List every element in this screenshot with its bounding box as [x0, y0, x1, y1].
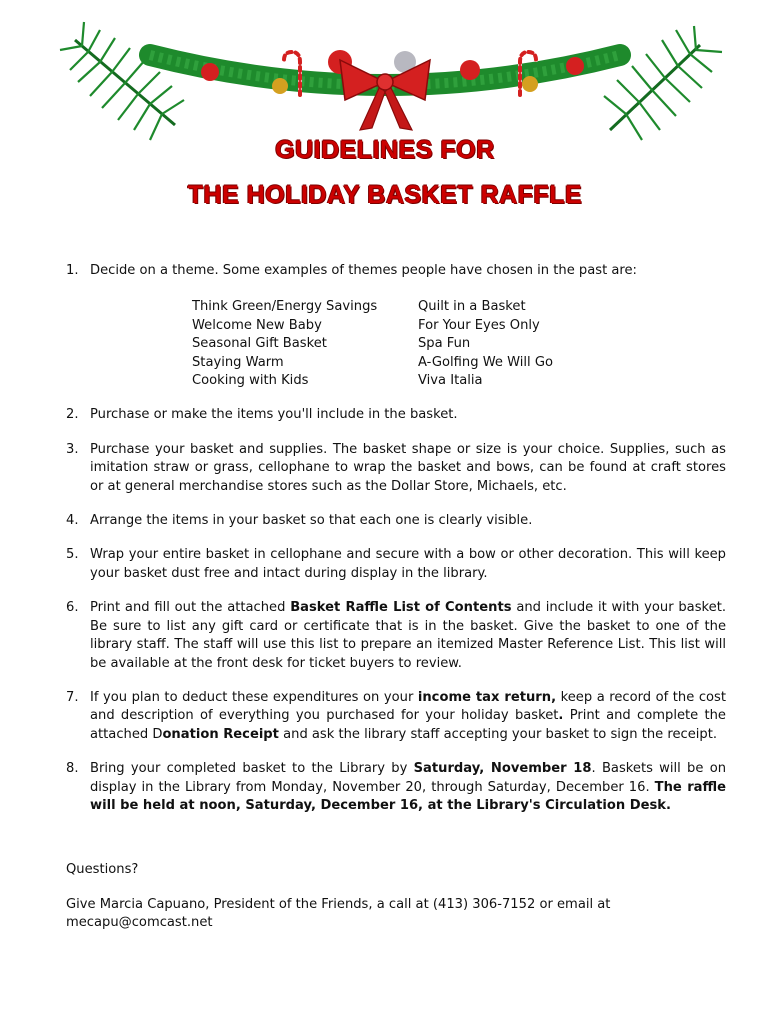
list-item — [66, 689, 726, 744]
item-text: Purchase your basket and supplies. The basket shape or size is your choice. Supplies, such as imitation straw or grass, cellophane to wrap the basket and bows, can be found at craft stores or at general merchandise stores such as the Dollar Store, Michaels, etc. — [90, 441, 726, 494]
pine-branch-right-icon — [604, 26, 722, 140]
item-text: Decide on a theme. Some examples of themes people have chosen in the past are: — [90, 263, 637, 278]
item-number: 6. — [66, 600, 79, 616]
title-line-2: THE HOLIDAY BASKET RAFFLE — [187, 181, 583, 209]
item-bold-text: The raffle will be held at noon, Saturday, December 16, at the Library's Circulation Desk. — [90, 779, 727, 813]
holiday-garland-banner — [0, 0, 770, 150]
item-text: Purchase or make the items you'll include in the basket. — [90, 407, 458, 423]
item-number: 1. — [66, 263, 79, 278]
list-item — [66, 760, 726, 815]
theme-entry: Seasonal Gift Basket — [192, 336, 327, 352]
contact-line: Give Marcia Capuano, President of the Friends, a call at (413) 306-7152 or email at mecapu@comcast.net — [66, 896, 611, 931]
theme-entry: A-Golfing We Will Go — [418, 354, 553, 370]
item-text-part: Print and complete the attached D — [90, 708, 726, 742]
item-number: 7. — [66, 689, 79, 705]
questions-heading: Questions? — [66, 862, 139, 878]
themes-column-2 — [418, 298, 658, 390]
item-text-part: keep a record of the cost and description of everything you purchased for your holiday basket — [90, 689, 726, 724]
theme-entry: Quilt in a Basket — [418, 299, 526, 315]
item-number: 5. — [66, 547, 79, 563]
item-text-part: and ask the library staff accepting your basket to sign the receipt. — [278, 726, 718, 742]
theme-entry: Welcome New Baby — [192, 317, 322, 333]
theme-entry: Cooking with Kids — [192, 373, 309, 389]
item-text: Wrap your entire basket in cellophane and secure with a bow or other decoration. This will keep your basket dust free and intact during display in the library. — [90, 547, 726, 581]
list-item — [66, 406, 726, 424]
item-text-part: . Baskets will be on display in the Library from Monday, November 20, through Saturday, December 16. — [90, 761, 727, 795]
item-bold-text: onation Receipt — [162, 726, 279, 742]
item-text-part: Bring your completed basket to the Library by — [90, 761, 414, 777]
item-bold-text: income tax return, — [417, 689, 557, 705]
pine-branch-left-icon — [60, 22, 184, 140]
list-item — [66, 262, 726, 280]
item-number: 8. — [66, 761, 79, 777]
list-item — [66, 599, 726, 673]
item-text-part: Print and fill out the attached — [90, 600, 291, 616]
title-line-1: GUIDELINES FOR — [275, 136, 495, 164]
theme-entry: Viva Italia — [418, 373, 483, 389]
item-text: Arrange the items in your basket so that each one is clearly visible. — [90, 513, 533, 529]
themes-table — [66, 298, 726, 390]
themes-column-1 — [192, 298, 418, 390]
list-item — [66, 546, 726, 583]
theme-entry: Staying Warm — [192, 354, 284, 370]
item-bold-text: Saturday, November 18 — [413, 761, 592, 777]
list-item — [66, 441, 726, 496]
item-number: 3. — [66, 441, 79, 457]
item-text-part: and include it with your basket. Be sure to list any gift card or certificate that is in the basket. Give the basket to one of the library staff. The staff will use this list to prepare an itemized Master Reference List. This list will be available at the front desk for ticket buyers to review. — [90, 600, 726, 671]
item-bold-text: Basket Raffle List of Contents — [290, 600, 512, 616]
item-text-part: If you plan to deduct these expenditures on your — [90, 689, 418, 705]
theme-entry: For Your Eyes Only — [418, 317, 540, 333]
theme-entry: Think Green/Energy Savings — [192, 299, 378, 315]
item-number: 4. — [66, 513, 79, 529]
theme-entry: Spa Fun — [418, 336, 471, 352]
item-number: 2. — [66, 407, 79, 423]
item-bold-text: . — [558, 708, 564, 724]
guidelines-list — [66, 262, 726, 933]
list-item — [66, 512, 726, 530]
